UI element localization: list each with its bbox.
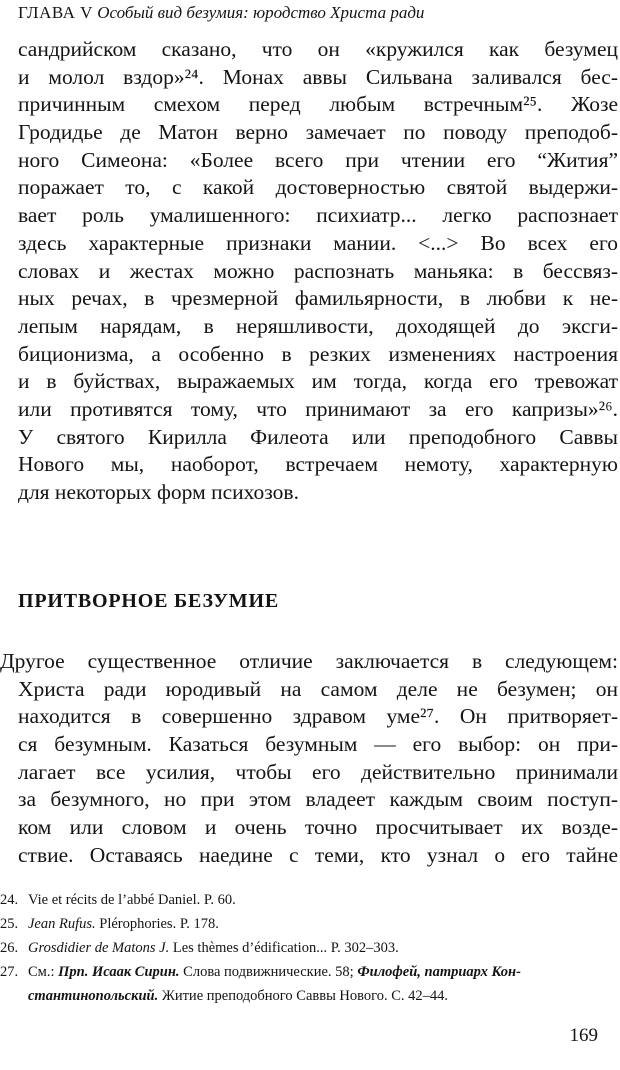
footnote (0, 888, 618, 912)
footnote-continuation (0, 984, 618, 1008)
text-line: сандрийском сказано, что он «кружился как безумец (18, 37, 618, 61)
footnote-prefix: См.: (28, 964, 59, 980)
text-line: ных речах, в чрезмерной фамильярности, в любви к не- (18, 286, 618, 311)
text-line: ся безумным. Казаться безумным — его выбор: он при- (18, 732, 618, 757)
text-line: Другое существенное отличие заключается в следующем: (0, 649, 618, 673)
chapter-title: Особый вид безумия: юродство Христа ради (97, 3, 425, 22)
text-line: ного Симеона: «Более всего при чтении его “Жития” (18, 147, 618, 172)
text-line: ком или словом и очень точно просчитывает их возде- (18, 815, 618, 840)
text-line: У святого Кирилла Филеота или преподобного Саввы (18, 424, 618, 449)
text-line: для некоторых форм психозов. (18, 480, 299, 504)
text-line: и молол вздор»²⁴. Монах аввы Сильвана заливался бес- (18, 64, 618, 89)
footnote-text: Житие преподобного Саввы Нового. С. 42–44. (158, 988, 449, 1004)
text-line: или противятся тому, что принимают за его капризы»²⁶. (18, 396, 618, 421)
text-line: словах и жестах можно распознать маньяка: в бессвяз- (18, 258, 618, 283)
chapter-label: ГЛАВА V (18, 3, 93, 22)
footnote-text: Plérophories. P. 178. (95, 916, 219, 932)
text-line: за безумного, но при этом владеет каждым своим поступ- (18, 787, 618, 812)
footnote-number: 25. (0, 916, 19, 932)
text-line: лагает все усилия, чтобы его действительно принимали (18, 759, 618, 784)
footnote-text: Les thèmes d’édification... P. 302–303. (169, 940, 399, 956)
text-line: Нового мы, наоборот, встречаем немоту, характерную (18, 452, 618, 477)
footnote-number: 27. (0, 964, 19, 980)
text-line: находится в совершенно здравом уме²⁷. Он притворяет- (18, 704, 618, 729)
text-line: причинным смехом перед любым встречным²⁵. Жозе (18, 92, 618, 117)
footnote (0, 912, 618, 936)
section-heading: ПРИТВОРНОЕ БЕЗУМИЕ (18, 590, 279, 612)
footnote (0, 936, 618, 960)
footnote-number: 24. (0, 892, 19, 908)
footnote-number: 26. (0, 940, 19, 956)
text-line: лепым нарядам, в неряшливости, доходящей до эксги- (18, 313, 618, 338)
text-line: здесь характерные признаки мании. <...> Во всех его (18, 230, 618, 255)
footnote-text: Vie et récits de l’abbé Daniel. P. 60. (28, 892, 236, 908)
text-line: вает роль умалишенного: психиатр... легко распознает (18, 203, 618, 228)
text-line: ствие. Оставаясь наедине с теми, кто узнал о его тайне (18, 842, 618, 867)
page-number: 169 (569, 1025, 598, 1046)
body-text-after-heading (0, 648, 618, 870)
text-line: Христа ради юродивый на самом деле не безумен; он (18, 676, 618, 701)
running-header (18, 2, 578, 24)
footnotes (0, 888, 618, 1008)
footnote-author: Прп. Исаак Сирин. (58, 964, 180, 980)
text-line: и в буйствах, выражаемых им тогда, когда его тревожат (18, 369, 618, 394)
footnote-text: Слова подвижнические. 58; (179, 964, 358, 980)
footnote-author: Jean Rufus. (28, 916, 96, 932)
footnote-author: стантинопольский. (28, 988, 159, 1004)
text-line: поражает то, с какой достоверностью святой выдержи- (18, 175, 618, 200)
footnote (0, 960, 618, 984)
text-line: биционизма, а особенно в резких изменениях настроения (18, 341, 618, 366)
text-line: Гродидье де Матон верно замечает по поводу преподоб- (18, 120, 618, 145)
footnote-author: Филофей, патриарх Кон- (357, 964, 521, 980)
footnote-author: Grosdidier de Matons J. (28, 940, 170, 956)
body-text-before-heading (18, 36, 618, 507)
